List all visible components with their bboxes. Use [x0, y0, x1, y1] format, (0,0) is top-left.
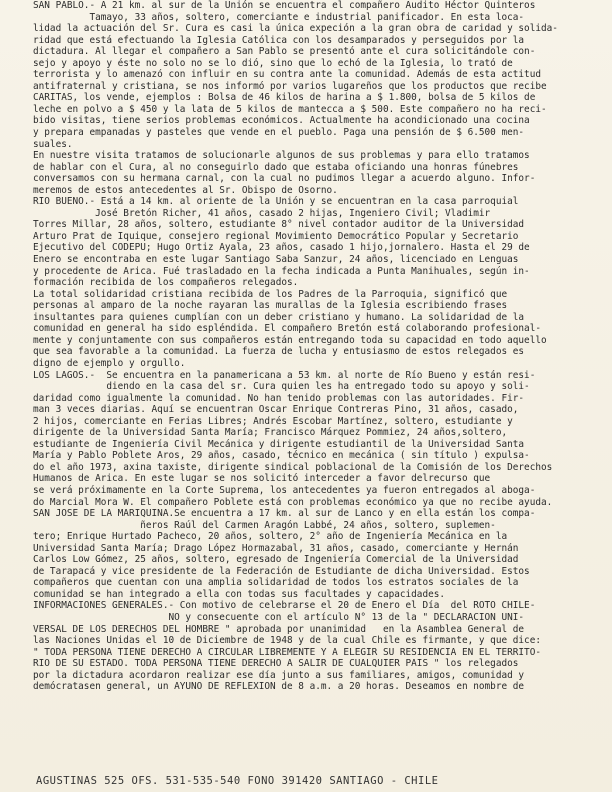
- text-line: SAN PABLO.- A 21 km. al sur de la Unión se encuentra el compañero Audito Héctor Quinteros: [33, 0, 536, 11]
- text-line: sejo y apoyo y éste no solo no se lo dió, sino que lo echó de la Iglesia, lo trató de: [33, 57, 513, 69]
- text-line: formación recibida de los compañeros relegados.: [33, 277, 299, 289]
- text-line: suales.: [33, 138, 73, 150]
- text-line: Carlos Low Gómez, 25 años, soltero, egresado de Ingeniería Comercial de la Universidad: [33, 554, 519, 566]
- text-line: antifraternal y cristiana, se nos informó por varios lugareños que los productos que recibe: [33, 80, 547, 92]
- text-line: do el año 1973, axina taxiste, dirigente sindical poblacional de la Comisión de los Derechos: [33, 461, 553, 473]
- text-line: Humanos de Arica. En este lugar se nos solicitó interceder a favor delrecurso que: [33, 473, 491, 485]
- text-line: Arturo Prat de Iquique, consejero regional Movimiento Democrático Popular y Secretario: [33, 230, 519, 242]
- text-line: demócratasen general, un AYUNO DE REFLEXION de 8 a.m. a 20 horas. Deseamos en nombre de: [33, 681, 525, 693]
- text-line: dirigente de la Universidad Santa María; Francisco Márquez Pommiez, 24 años,soltero,: [33, 427, 508, 439]
- text-line: conversamos con su hermana carnal, con la cual no pudimos llegar a acuerdo alguno. Infor-: [33, 173, 536, 185]
- text-line: María y Pablo Poblete Aros, 29 años, casado, técnico en mecánica ( sin título ) expulsa-: [33, 450, 530, 462]
- text-line: José Bretón Richer, 41 años, casado 2 hijas, Ingeniero Civil; Vladimir: [33, 207, 491, 219]
- text-line: Enero se encontraba en este lugar Santiago Saba Sanzur, 24 años, licenciado en Lenguas: [33, 254, 519, 266]
- document-body: [33, 0, 605, 772]
- text-line: VERSAL DE LOS DERECHOS DEL HOMBRE " aprobada por unanimidad en la Asamblea General de: [33, 623, 525, 635]
- text-line: mente y conjuntamente con sus compañeros están entregando toda su capacidad en todo aquello: [33, 334, 547, 346]
- text-line: meremos de estos antecedentes al Sr. Obispo de Osorno.: [33, 184, 338, 196]
- text-line: La total solidaridad cristiana recibida de los Padres de la Parroquia, significó que: [33, 288, 508, 300]
- text-line: Tamayo, 33 años, soltero, comerciante e industrial panificador. En esta loca-: [33, 11, 525, 23]
- text-line: RIO DE SU ESTADO. TODA PERSONA TIENE DERECHO A SALIR DE CUALQUIER PAIS " los relegados: [33, 658, 519, 670]
- text-line: Universidad Santa María; Drago López Hormazabal, 31 años, casado, comerciante y Hernán: [33, 542, 519, 554]
- text-line: de Tarapacá y vice presidente de la Federación de Estudiante de dicha Universidad. Estos: [33, 565, 530, 577]
- text-line: terrorista y lo amenazó con influir en su contra ante la comunidad. Además de esta actitud: [33, 69, 541, 81]
- text-line: ridad que está efectuando la Iglesia Católica con los desamparados y perseguidos por la: [33, 34, 525, 46]
- text-line: RIO BUENO.- Está a 14 km. al oriente de la Unión y se encuentran en la casa parroquial: [33, 196, 519, 208]
- text-line: 2 hijos, comerciante en Ferias Libres; Andrés Escobar Martínez, soltero, estudiante y: [33, 415, 513, 427]
- text-line: En nuestre visita tratamos de solucionarle algunos de sus problemas y para ello tratamos: [33, 150, 530, 162]
- text-line: de hablar con el Cura, al no conseguirlo dado que estaba oficiando una honras fúnebres: [33, 161, 519, 173]
- text-line: y prepara empanadas y pasteles que vende en el pueblo. Paga una pensión de $ 6.500 men-: [33, 127, 525, 139]
- text-line: estudiante de Ingeniería Civil Mecánica y dirigente estudiantil de la Universidad Santa: [33, 438, 525, 450]
- text-line: LOS LAGOS.- Se encuentra en la panamericana a 53 km. al norte de Río Bueno y están resi-: [33, 369, 536, 381]
- text-line: y procedente de Arica. Fué trasladado en la fecha indicada a Punta Manihuales, según in-: [33, 265, 530, 277]
- text-line: INFORMACIONES GENERALES.- Con motivo de celebrarse el 20 de Enero el Día del ROTO CHILE-: [33, 600, 536, 612]
- text-line: Ejecutivo del CODEPU; Hugo Ortiz Ayala, 23 años, casado 1 hijo,jornalero. Hasta el 29 de: [33, 242, 530, 254]
- text-line: ñeros Raúl del Carmen Aragón Labbé, 24 años, soltero, suplemen-: [33, 519, 496, 531]
- text-line: CARITAS, los vende, ejemplos : Bolsa de 46 kilos de harina a $ 1.800, bolsa de 5 kilos de: [33, 92, 536, 104]
- text-line: comunidad en general ha sido espléndida. El compañero Bretón está colaborando profesional-: [33, 323, 541, 335]
- text-line: SAN JOSE DE LA MARIQUINA.Se encuentra a 17 km. al sur de Lanco y en ella están los compa-: [33, 508, 536, 520]
- text-line: daridad como igualmente la comunidad. No han tenido problemas con las autoridades. Fir-: [33, 392, 525, 404]
- text-line: NO y consecuente con el artículo N° 13 de la " DECLARACION UNI-: [33, 611, 525, 623]
- text-line: lidad la actuación del Sr. Cura es casi la única expeción a la gran obra de caridad y solida-: [33, 23, 558, 35]
- letterhead-footer: AGUSTINAS 525 OFS. 531-535-540 FONO 391420 SANTIAGO - CHILE: [36, 775, 439, 787]
- text-line: Torres Millar, 28 años, soltero, estudiante 8° nivel contador auditor de la Universidad: [33, 219, 525, 231]
- text-line: personas al amparo de la noche rayaran las murallas de la Iglesia escribiendo frases: [33, 300, 508, 312]
- text-line: compañeros que cuentan con una amplia solidaridad de todos los estratos sociales de la: [33, 577, 519, 589]
- text-line: insultantes para quienes cumplían con un deber cristiano y humano. La solidaridad de la: [33, 311, 525, 323]
- text-line: las Naciones Unidas el 10 de Diciembre de 1948 y de la cual Chile es firmante, y que dice:: [33, 635, 541, 647]
- text-line: se verá próximamente en la Corte Suprema, los antecedentes ya fueron entregados al aboga-: [33, 484, 536, 496]
- text-line: que sea favorable a la comunidad. La fuerza de lucha y entusiasmo de estos relegados es: [33, 346, 525, 358]
- text-line: dictadura. Al llegar el compañero a San Pablo se presentó ante el cura solicitándole con-: [33, 46, 536, 58]
- text-line: digno de ejemplo y orgullo.: [33, 357, 186, 369]
- text-line: man 3 veces diarias. Aquí se encuentran Oscar Enrique Contreras Pino, 31 años, casado,: [33, 404, 519, 416]
- text-line: por la dictadura acordaron realizar ese día junto a sus familiares, amigos, comunidad y: [33, 669, 525, 681]
- text-line: " TODA PERSONA TIENE DERECHO A CIRCULAR LIBREMENTE Y A ELEGIR SU RESIDENCIA EN EL TERRITO-: [33, 646, 541, 658]
- text-line: comunidad se han integrado a ella con todas sus facultades y capacidades.: [33, 588, 446, 600]
- text-line: bido visitas, tiene serios problemas económicos. Actualmente ha acondicionado una cocina: [33, 115, 530, 127]
- text-line: diendo en la casa del sr. Cura quien les ha entregado todo su apoyo y soli-: [33, 381, 530, 393]
- text-line: leche en polvo a $ 450 y la lata de 5 kilos de mantecca a $ 500. Este compañero no ha reci-: [33, 103, 547, 115]
- text-line: tero; Enrique Hurtado Pacheco, 20 años, soltero, 2° año de Ingeniería Mecánica en la: [33, 531, 508, 543]
- text-line: do Marcial Mora W. El compañero Poblete está con problemas económico ya que no recibe ayuda.: [33, 496, 553, 508]
